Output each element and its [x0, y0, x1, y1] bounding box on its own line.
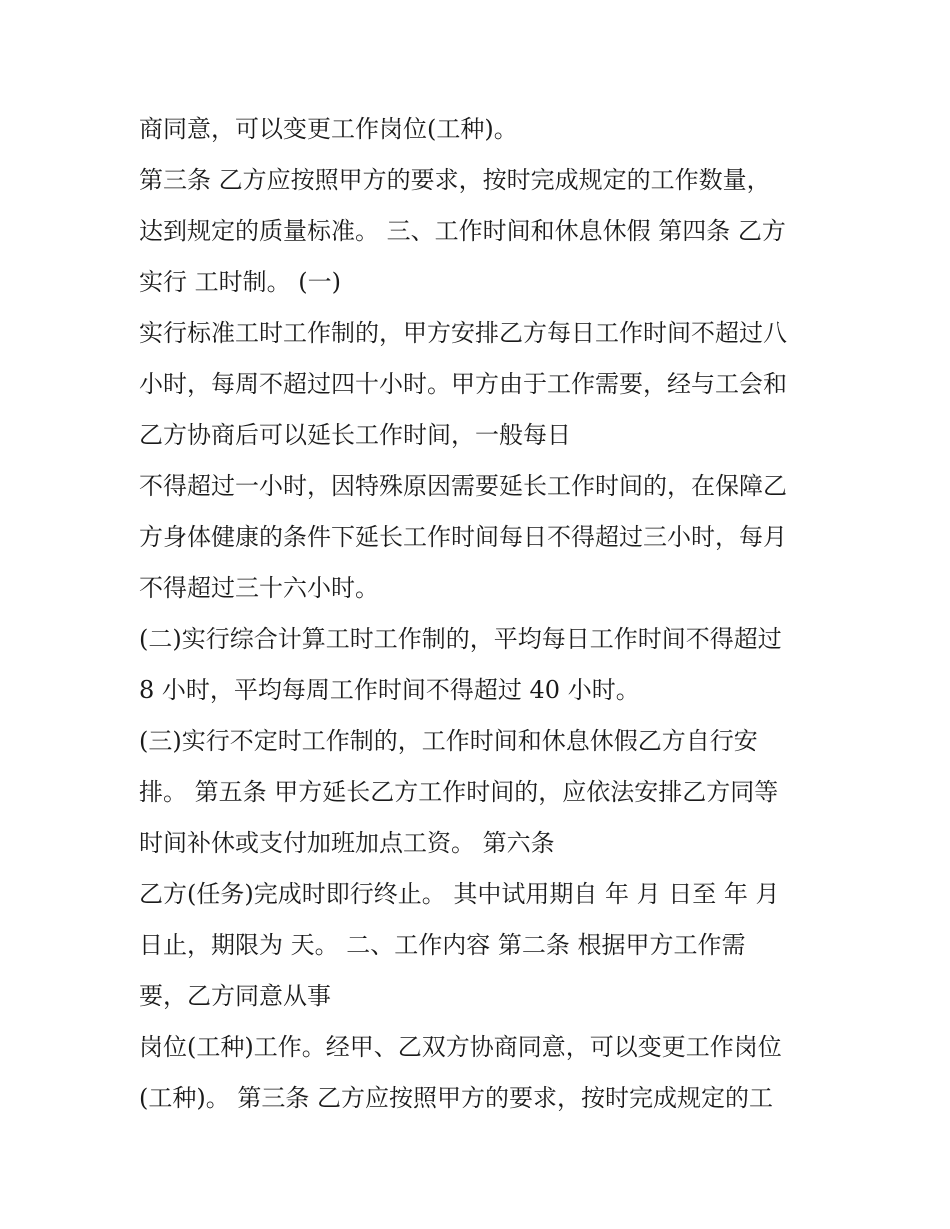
text-line: 要，乙方同意从事: [139, 982, 331, 1010]
text-line: 第三条 乙方应按照甲方的要求，按时完成规定的工作数量，: [139, 166, 771, 194]
text-line: 方身体健康的条件下延长工作时间每日不得超过三小时，每月: [139, 523, 787, 551]
text-line: (三)实行不定时工作制的，工作时间和休息休假乙方自行安: [139, 727, 758, 755]
text-line: (二)实行综合计算工时工作制的，平均每日工作时间不得超过: [139, 625, 782, 653]
text-line: 小时，每周不超过四十小时。甲方由于工作需要，经与工会和: [139, 370, 787, 398]
text-line: 实行标准工时工作制的，甲方安排乙方每日工作时间不超过八: [139, 319, 787, 347]
text-line: 实行 工时制。 (一): [139, 268, 341, 296]
text-line: 商同意，可以变更工作岗位(工种)。: [139, 115, 518, 143]
text-line: 乙方协商后可以延长工作时间，一般每日: [139, 421, 571, 449]
text-line: 时间补休或支付加班加点工资。 第六条: [139, 829, 555, 857]
text-line: 达到规定的质量标准。 三、工作时间和休息休假 第四条 乙方: [139, 217, 786, 245]
text-line: 不得超过一小时，因特殊原因需要延长工作时间的，在保障乙: [139, 472, 787, 500]
text-line: 不得超过三十六小时。: [139, 574, 379, 602]
text-line: 乙方(任务)完成时即行终止。 其中试用期自 年 月 日至 年 月: [139, 880, 780, 908]
text-line: 8 小时，平均每周工作时间不得超过 40 小时。: [139, 676, 640, 704]
text-line: 排。 第五条 甲方延长乙方工作时间的，应依法安排乙方同等: [139, 778, 779, 806]
text-line: 岗位(工种)工作。经甲、乙双方协商同意，可以变更工作岗位: [139, 1033, 782, 1061]
text-line: (工种)。 第三条 乙方应按照甲方的要求，按时完成规定的工: [139, 1084, 773, 1112]
text-line: 日止，期限为 天。 二、工作内容 第二条 根据甲方工作需: [139, 931, 746, 959]
